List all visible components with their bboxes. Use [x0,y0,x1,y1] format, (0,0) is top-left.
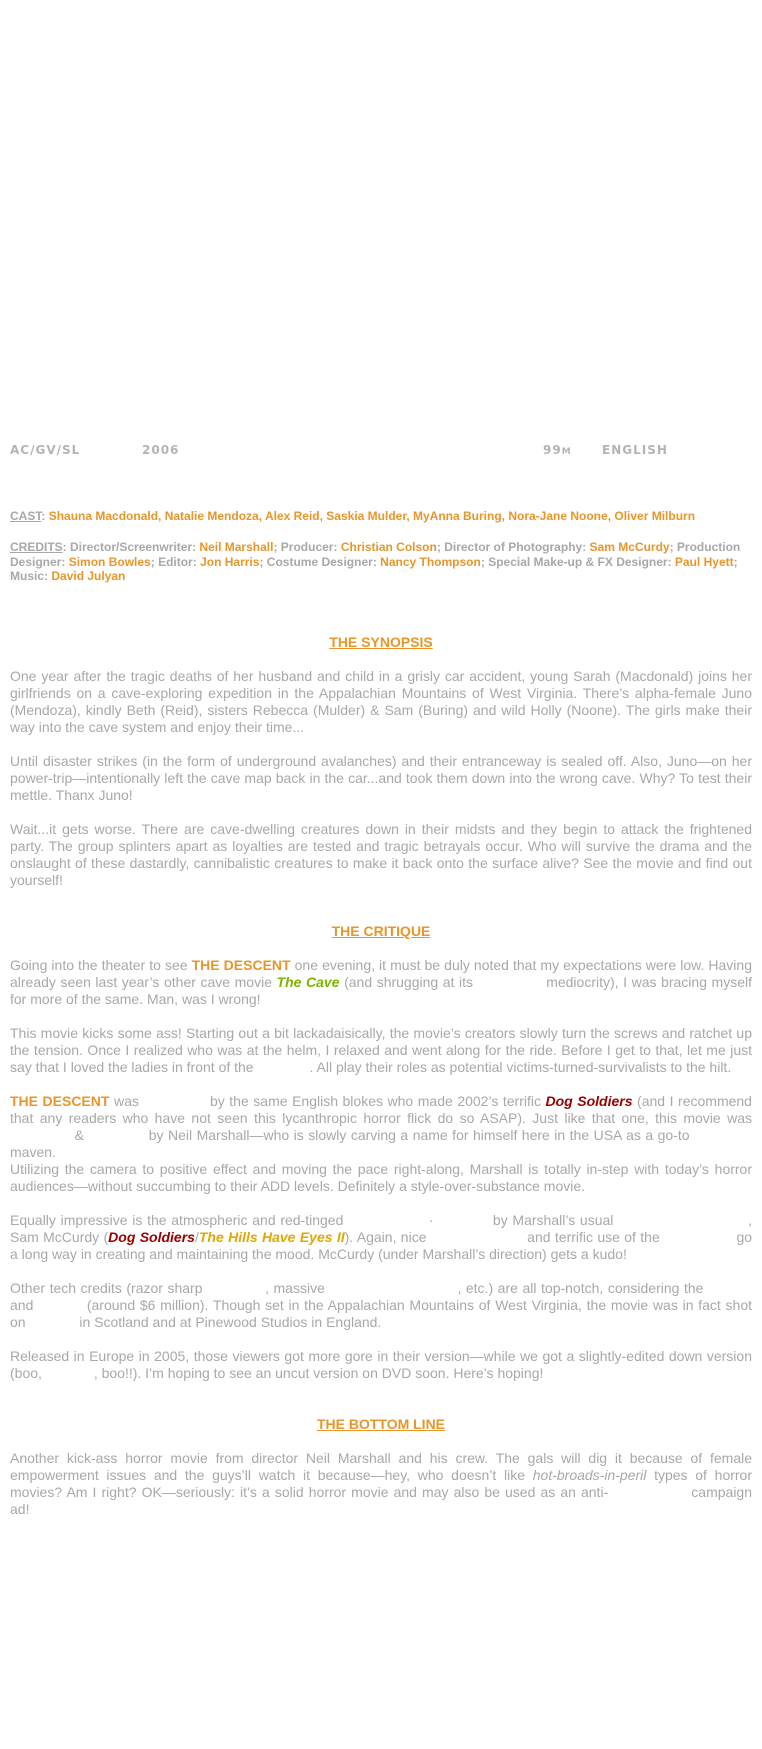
film-title-dog-soldiers: Dog Soldiers [108,1229,195,1245]
runtime [543,443,572,457]
film-title-hills-have-eyes: The Hills Have Eyes II [198,1229,345,1245]
credit-name: Christian Colson [340,540,437,554]
year: 2006 [142,443,180,457]
film-title: THE DESCENT [10,1093,110,1109]
synopsis-paragraph: Until disaster strikes (in the form of underground avalanches) and their entranceway is sealed off. Also, Juno—on her power-trip—intentionally left the cave map back in the car...and took them down into the wrong cave. Why? To test their mettle. Thanx Juno! [10,753,752,803]
credit-name: David Julyan [51,569,126,583]
critique-paragraph: Going into the theater to see THE DESCENT one evening, it must be duly noted that my expectations were low. Having already seen last year’s other cave movie The Cave (and shrugging at its mediocrity), I was bracing myself for more of the same. Man, was I wrong! [10,957,753,1007]
language: ENGLISH [602,443,668,457]
credit-role: Director/Screenwriter [70,540,193,554]
credit-name: Paul Hyett [674,554,734,569]
synopsis-paragraph: Wait...it gets worse. There are cave-dwelling creatures down in their midsts and they begin to attack the frightened party. The group splinters apart as loyalties are tested and tragic betrayals occur. Who will survive the drama and the onslaught of these dastardly, cannibalistic creatures to make it back onto the surface alive? See the movie and find out yourself! [10,821,752,888]
credit-role: Special Make-up & FX Designer [488,554,668,569]
critique-heading: THE CRITIQUE [331,923,431,939]
critique-paragraph: THE DESCENT was by the same English blokes who made 2002’s terrific Dog Soldiers (and I recommend that any readers who have not seen this lycanthropic horror flick do so ASAP). Just like that one, this movie was & by Neil Marshall—who is slowly carving a name for himself here in the USA as a go-to maven. [10,1093,752,1160]
bottom-line-paragraph: Another kick-ass horror movie from director Neil Marshall and his crew. The gals will dig it because of female empowerment issues and the guys’ll watch it because—hey, who doesn’t like hot-broads-in-peril types of horror movies? Am I right? OK—seriously: it’s a solid horror movie and may also be used as an anti- campaign ad! [10,1450,753,1517]
credit-role: Producer [280,540,334,554]
credit-name: Simon Bowles [68,554,151,569]
film-title-the-cave: The Cave [276,974,340,990]
synopsis-heading: THE SYNOPSIS [329,634,433,650]
credit-role: Director of Photography [444,540,583,554]
credits-label: CREDITS [10,540,63,554]
cast-names: Shauna Macdonald, Natalie Mendoza, Alex Reid, Saskia Mulder, MyAnna Buring, Nora-Jane Noone, Oliver Milburn [48,509,696,523]
credit-role: Costume Designer [266,554,373,569]
runtime-number: 99 [543,443,562,457]
credit-role: Production Designer [10,540,741,569]
cast-line: CAST: Shauna Macdonald, Natalie Mendoza, Alex Reid, Saskia Mulder, MyAnna Buring, Nora-Jane Noone, Oliver Milburn [10,509,696,523]
credit-role: Editor [158,554,193,569]
rating: AC/GV/SL [10,443,81,457]
cast-label: CAST [10,509,42,523]
credit-name: Nancy Thompson [380,554,481,569]
critique-paragraph: Utilizing the camera to positive effect and moving the pace right-along, Marshall is totally in-step with today’s horror audiences—without succumbing to their ADD levels. Definitely a style-over-substance movie. [10,1161,752,1194]
bottom-line-heading: THE BOTTOM LINE [316,1416,446,1432]
film-title: THE DESCENT [191,957,291,973]
runtime-unit: M [561,447,572,457]
credit-name: Sam McCurdy [589,540,670,554]
synopsis-paragraph: One year after the tragic deaths of her husband and child in a grisly car accident, young Sarah (Macdonald) joins her girlfriends on a cave-exploring expedition in the Appalachian Mountains of West Virginia. There’s alpha-female Juno (Mendoza), kindly Beth (Reid), sisters Rebecca (Mulder) & Sam (Buring) and wild Holly (Noone). The girls make their way into the cave system and enjoy their time... [10,668,752,735]
film-title-dog-soldiers: Dog Soldiers [545,1093,633,1109]
credit-name: Neil Marshall [199,540,274,554]
critique-paragraph: This movie kicks some ass! Starting out a bit lackadaisically, the movie’s creators slowly turn the screws and ratchet up the tension. Once I realized who was at the helm, I relaxed and went along for the ride. Before I get to that, let me just say that I loved the ladies in front of the . All play their roles as potential victims-turned-survivalists to the hilt. [10,1025,752,1075]
credits-block: CREDITS: Director/Screenwriter: Neil Marshall; Producer: Christian Colson; Director of Photography: Sam McCurdy; Production Designer: Simon Bowles; Editor: Jon Harris; Costume Designer: Nancy Thompson; Special Make-up & FX Designer: Paul Hyett; Music: David Julyan [10,540,741,583]
critique-paragraph: Released in Europe in 2005, those viewers got more gore in their version—while we got a slightly-edited down version (boo, , boo!!). I’m hoping to see an uncut version on DVD soon. Here’s hoping! [10,1348,752,1381]
credit-role: Music [10,569,45,583]
critique-paragraph: Equally impressive is the atmospheric and red-tinged · by Marshall’s usual , Sam McCurdy (Dog Soldiers/The Hills Have Eyes II). Again, nice and terrific use of the go a long way in creating and maintaining the mood. McCurdy (under Marshall’s direction) gets a kudo! [10,1212,753,1262]
emphasis-text: hot-broads-in-peril [532,1467,647,1483]
critique-paragraph: Other tech credits (razor sharp , massive , etc.) are all top-notch, considering the and (around $6 million). Though set in the Appalachian Mountains of West Virginia, the movie was in fact shot on in Scotland and at Pinewood Studios in England. [10,1280,752,1330]
credit-name: Jon Harris [200,554,260,569]
